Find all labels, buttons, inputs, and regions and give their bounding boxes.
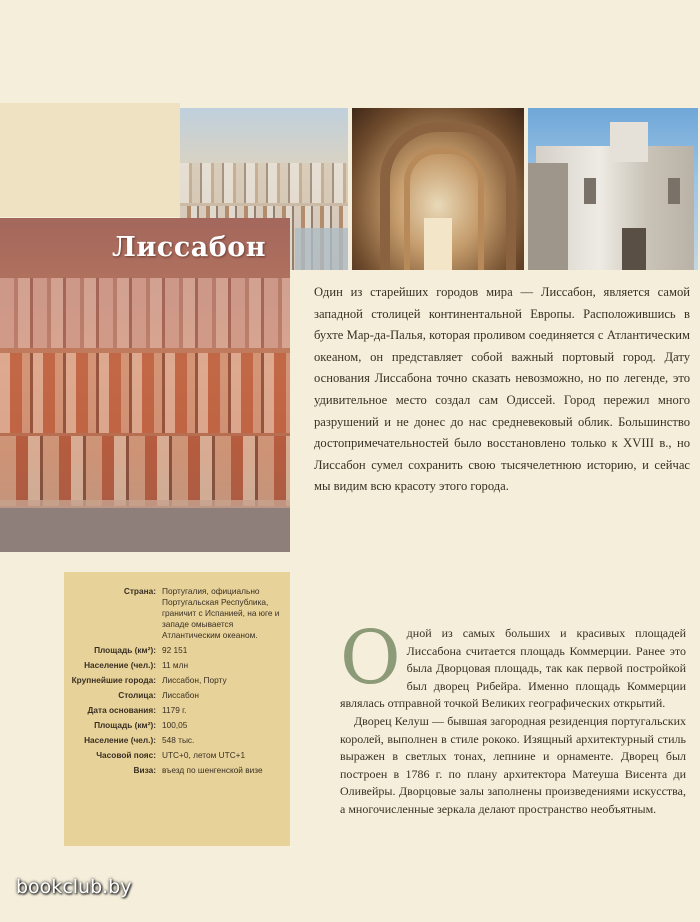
info-value: Лиссабон <box>162 690 199 700</box>
cathedral-interior-photo <box>352 108 524 270</box>
info-value: Лиссабон, Порту <box>162 675 227 685</box>
info-row-founded <box>64 705 290 716</box>
info-label: Столица: <box>118 690 156 700</box>
queluz-palace-paragraph: Дворец Келуш — бывшая загородная резиденция португальских королей, выполнен в стиле рококо. Изящный архитектурный стиль выражен в светлых тонах, лепнине и орнаменте. Дворец был построен в 1786 г. по плану архитектора Матеуша Висента ди Оливейры. Дворцовые залы заполнены произведениями искусства, а многочисленные зеркала делают пространство необъятным. <box>340 713 686 816</box>
drop-cap: О <box>340 615 401 701</box>
info-row-capital <box>64 690 290 701</box>
info-value: 11 млн <box>162 660 189 670</box>
info-row-visa <box>64 765 290 776</box>
info-label: Население (чел.): <box>84 660 156 670</box>
info-value: 92 151 <box>162 645 188 655</box>
lisbon-panorama-photo <box>0 218 290 552</box>
country-info-box <box>64 572 290 846</box>
info-label: Виза: <box>133 765 156 775</box>
watermark: bookclub.by <box>16 876 132 898</box>
info-label: Площадь (км²): <box>94 645 156 655</box>
info-row-city-area <box>64 720 290 731</box>
info-row-country-area <box>64 645 290 656</box>
info-row-country <box>64 586 290 641</box>
commerce-square-paragraph: дной из самых больших и красивых площадей Лиссабона считается площадь Коммерции. Ранее это была Дворцовая площадь, так как первой постройкой был дворец Рибейра. Именно площадь Коммерции являлась отправной точкой Великих географических открытий. <box>340 626 686 711</box>
info-value: UTC+0, летом UTC+1 <box>162 750 246 760</box>
info-label: Страна: <box>123 586 156 596</box>
church-facade-photo <box>528 108 698 270</box>
decorative-band <box>0 103 180 217</box>
page-title: Лиссабон <box>112 232 267 263</box>
info-value: въезд по шенгенской визе <box>162 765 263 775</box>
info-value: Португалия, официально Португальская Республика, граничит с Испанией, на юге и западе омывается Атлантическим океаном. <box>162 586 280 640</box>
info-label: Население (чел.): <box>84 735 156 745</box>
info-row-timezone <box>64 750 290 761</box>
info-label: Площадь (км²): <box>94 720 156 730</box>
squares-article <box>340 615 686 819</box>
info-row-country-population <box>64 660 290 671</box>
intro-paragraph: Один из старейших городов мира — Лиссабон, является самой западной столицей континентальной Европы. Расположившись в бухте Мар-да-Палья, которая проливом соединяется с Атлантическим океаном, он представляет собой важный портовый город. Дату основания Лиссабона точно сказать невозможно, но по легенде, это удивительное место создал сам Одиссей. Город пережил много разрушений и не донес до нас средневековый облик. Большинство достопримечательностей было восстановлено только к XVIII в., но Лиссабон сумел сохранить свою тысячелетнюю историю, и сейчас мы видим всю красоту этого города. <box>314 285 690 494</box>
info-label: Дата основания: <box>87 705 156 715</box>
info-value: 548 тыс. <box>162 735 195 745</box>
info-value: 100,05 <box>162 720 188 730</box>
info-row-largest-cities <box>64 675 290 686</box>
info-label: Крупнейшие города: <box>71 675 156 685</box>
info-label: Часовой пояс: <box>96 750 156 760</box>
info-value: 1179 г. <box>162 705 187 715</box>
info-row-city-population <box>64 735 290 746</box>
